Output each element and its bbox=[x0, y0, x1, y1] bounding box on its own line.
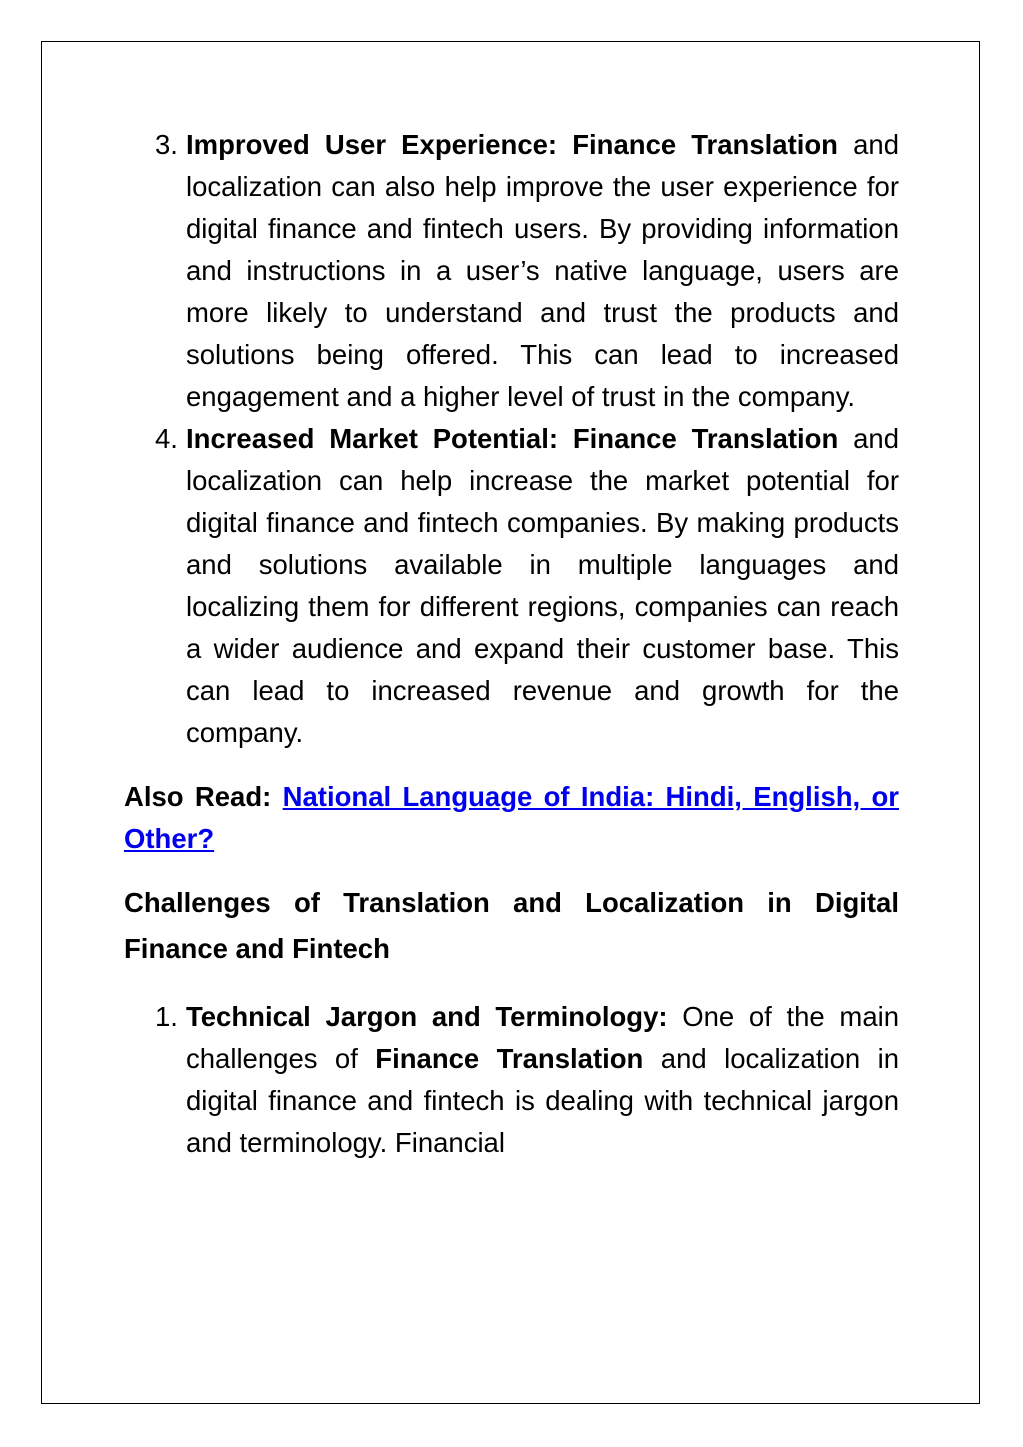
item-text: and localization can also help improve the user experience for digital finance and fintech users. By providing information and instructions in a user’s native language, users are more likely to understand and trust the products and solutions being offered. This can lead to increased engagement and a higher level of trust in the company. bbox=[186, 129, 900, 412]
also-read-label: Also Read: bbox=[124, 781, 272, 812]
item-text: and localization can help increase the market potential for digital finance and fintech companies. By making products and solutions available in multiple languages and localizing them for different regions, companies can reach a wider audience and expand their customer base. This can lead to increased revenue and growth for the company. bbox=[186, 423, 899, 748]
list-number: 1. bbox=[155, 1001, 178, 1032]
item-text-before: One of the main challenges of bbox=[186, 1001, 900, 1074]
item-text-after: and localization in digital finance and fintech is dealing with technical jargon and terminology. Financial bbox=[186, 1043, 900, 1158]
also-read-link[interactable]: National Language of India: Hindi, English, or Other? bbox=[124, 781, 900, 854]
item-title: Technical Jargon and Terminology: bbox=[186, 1001, 668, 1032]
list-item bbox=[124, 124, 899, 418]
list-item bbox=[124, 418, 899, 754]
item-lead-bold: Finance Translation bbox=[572, 129, 838, 160]
also-read bbox=[124, 776, 899, 860]
item-title: Increased Market Potential: bbox=[186, 423, 558, 454]
item-bold-mid: Finance Translation bbox=[375, 1043, 644, 1074]
document-body bbox=[124, 124, 899, 1164]
item-title: Improved User Experience: bbox=[186, 129, 558, 160]
list-number: 3. bbox=[155, 129, 178, 160]
list-number: 4. bbox=[155, 423, 178, 454]
item-lead-bold: Finance Translation bbox=[572, 423, 839, 454]
section-heading: Challenges of Translation and Localization in Digital Finance and Fintech bbox=[124, 887, 899, 964]
list-item bbox=[124, 996, 899, 1164]
